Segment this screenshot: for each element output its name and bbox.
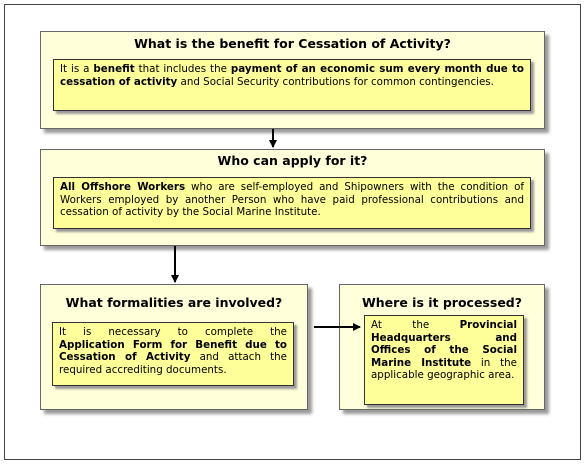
formalities-text-2: and attach the required accrediting documents.	[59, 351, 287, 376]
apply-bold-1: All Offshore Workers	[60, 181, 186, 193]
benefit-text-2: that includes the	[134, 63, 231, 75]
formalities-bold-1: Application Form for Benefit due to Cessation of Activity	[59, 338, 287, 363]
benefit-bold-1: benefit	[93, 63, 135, 75]
processed-text-1: At the	[371, 319, 460, 331]
processed-text-2: in the applicable geographic area.	[371, 356, 517, 381]
benefit-bold-2: payment of an economic sum every month due to cessation of activity	[60, 63, 524, 88]
benefit-text-1: It is a	[60, 63, 94, 75]
who-can-apply-description	[53, 177, 531, 229]
apply-text-1: who are self-employed and Shipowners with the condition of Workers employed by another Person who have paid professional contributions and cessation of activity by the Social Marine Institute.	[60, 181, 525, 218]
processed-bold-1: Provincial Headquarters and Offices of the Social Marine Institute	[371, 319, 517, 369]
who-can-apply-box	[40, 149, 545, 246]
benefit-description	[53, 59, 531, 111]
processed-box	[339, 284, 545, 410]
processed-title: Where is it processed?	[362, 295, 522, 310]
benefit-text-3: and Social Security contributions for common contingencies.	[177, 75, 494, 88]
formalities-box	[40, 284, 308, 410]
processed-description	[364, 315, 524, 405]
formalities-description	[52, 322, 294, 386]
benefit-title: What is the benefit for Cessation of Activity?	[134, 36, 451, 51]
formalities-text-1: It is necessary to complete the	[59, 326, 287, 338]
who-can-apply-title: Who can apply for it?	[217, 153, 368, 168]
benefit-box	[40, 31, 545, 129]
formalities-title: What formalities are involved?	[65, 295, 283, 310]
